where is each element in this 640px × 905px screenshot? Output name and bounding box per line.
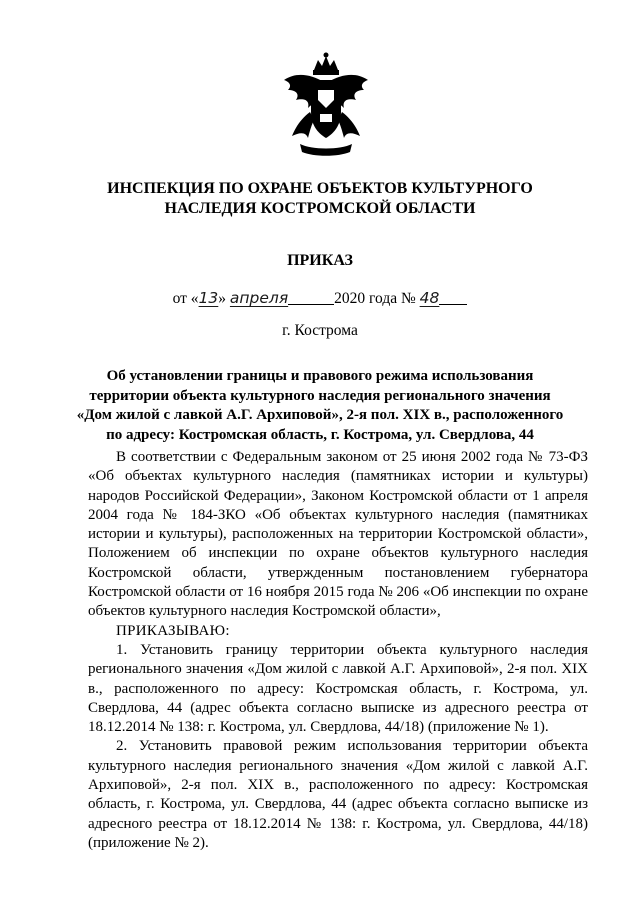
order-body	[88, 448, 588, 853]
order-year: 2020 года №	[334, 290, 416, 307]
subject-line-4: по адресу: Костромская область, г. Кострома, ул. Свердлова, 44	[106, 426, 534, 443]
agency-line-2: НАСЛЕДИЯ КОСТРОМСКОЙ ОБЛАСТИ	[164, 200, 476, 217]
subject-line-3: «Дом жилой с лавкой А.Г. Архиповой», 2-я пол. XIX в., расположенного	[76, 407, 564, 423]
month-underline	[288, 288, 334, 305]
item-2-paragraph: 2. Установить правовой режим использования территории объекта культурного наследия регионального значения «Дом жилой с лавкой А.Г. Архиповой», 2-я пол. XIX в., расположенного по адресу: Костромская область, г. Кострома, ул. Свердлова, 44 (адрес объекта согласно выписке из адресного реестра от 18.12.2014 № 138: г. Кострома, ул. Свердлова, 44/18) (приложение № 2).	[88, 738, 588, 851]
decree-word: ПРИКАЗЫВАЮ:	[116, 622, 230, 639]
agency-line-1: ИНСПЕКЦИЯ ПО ОХРАНЕ ОБЪЕКТОВ КУЛЬТУРНОГО	[107, 180, 533, 197]
preamble-paragraph: В соответствии с Федеральным законом от 25 июня 2002 года № 73-ФЗ «Об объектах культурного наследия (памятниках истории и культуры) народов Российской Федерации», Законом Костромской области от 1 апреля 2004 года № 184-ЗКО «Об объектах культурного наследия (памятниках истории и культуры), расположенных на территории Костромской области», Положением об инспекции по охране объектов культурного наследия Костромской области, утвержденным постановлением губернатора Костромской области от 16 ноября 2015 года № 206 «Об инспекции по охране объектов культурного наследия Костромской области»,	[88, 449, 588, 620]
number-underline	[439, 288, 467, 305]
subject-line-2: территории объекта культурного наследия регионального значения	[89, 387, 551, 404]
item-1-paragraph: 1. Установить границу территории объекта культурного наследия регионального значения «Дом жилой с лавкой А.Г. Архиповой», 2-я пол. XIX в., расположенного по адресу: Костромская область, г. Кострома, ул. Свердлова, 44 (адрес объекта согласно выписке из адресного реестра от 18.12.2014 № 138: г. Кострома, ул. Свердлова, 44/18) (приложение № 1).	[88, 641, 588, 736]
order-month: апреля	[229, 289, 289, 307]
order-subject	[70, 367, 570, 445]
date-mid: »	[218, 290, 227, 307]
agency-name	[60, 179, 580, 219]
date-prefix: от «	[172, 290, 199, 307]
order-date-line	[0, 288, 640, 308]
order-title: ПРИКАЗ	[287, 252, 353, 269]
coat-of-arms-icon	[278, 52, 374, 160]
order-city: г. Кострома	[282, 322, 358, 339]
subject-line-1: Об установлении границы и правового режима использования	[106, 368, 534, 384]
order-day: 13	[198, 289, 219, 307]
order-number: 48	[419, 289, 440, 307]
